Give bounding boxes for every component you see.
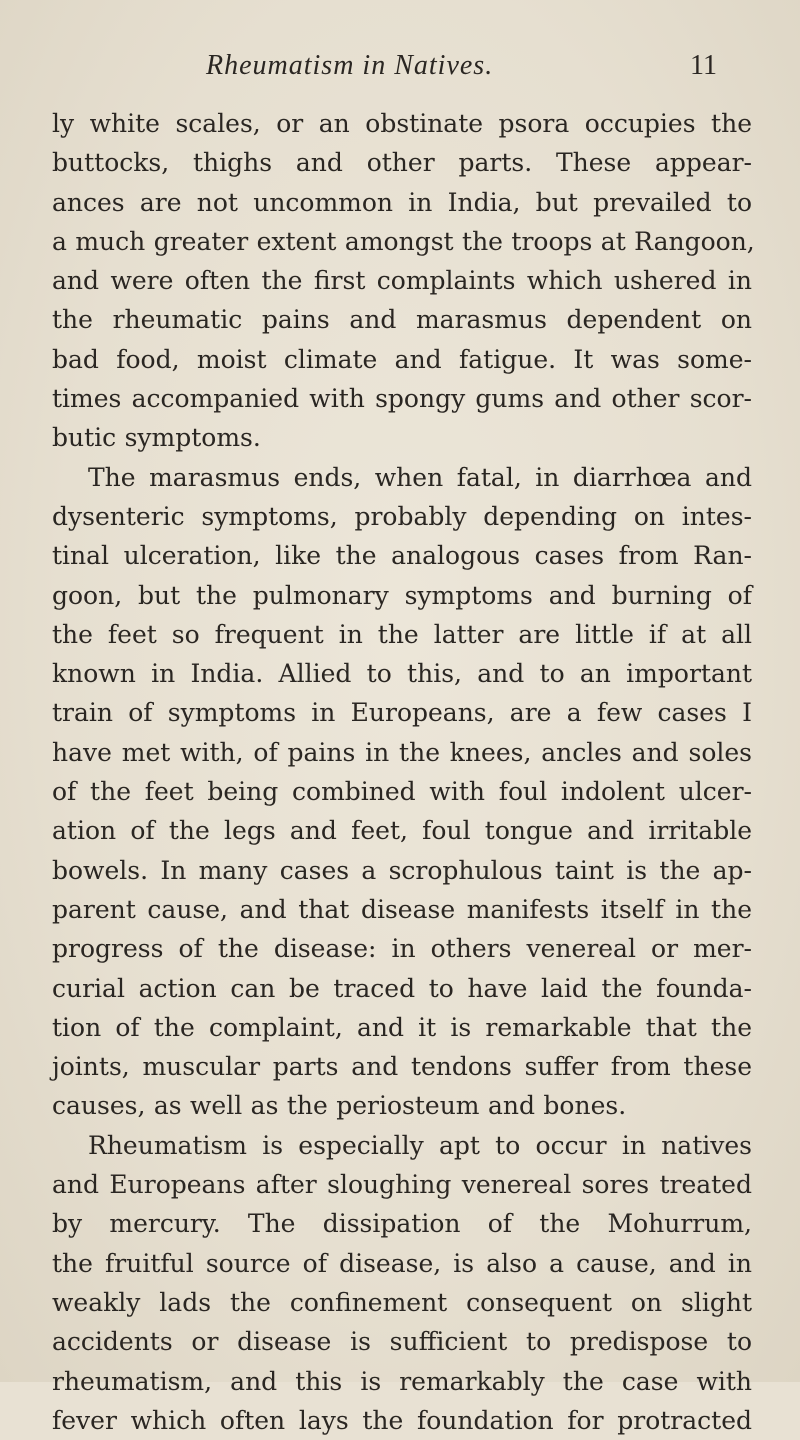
text-line: weakly lads the confinement consequent on slight (52, 1287, 752, 1317)
text-line: bowels. In many cases a scrophulous taint is the ap- (52, 855, 752, 885)
text-line: the fruitful source of disease, is also a cause, and in (52, 1248, 752, 1278)
body-text (52, 104, 755, 1440)
text-line: ly white scales, or an obstinate psora occupies the (52, 109, 752, 138)
text-line: rheumatism, and this is remarkably the case with (52, 1366, 752, 1396)
text-line: tion of the complaint, and it is remarkable that the (52, 1012, 752, 1042)
text-line: goon, but the pulmonary symptoms and burning of (52, 580, 752, 610)
text-line: fever which often lays the foundation for protracted (52, 1405, 752, 1435)
text-line: train of symptoms in Europeans, are a few cases I (52, 698, 752, 728)
running-head (0, 48, 800, 88)
text-line: The marasmus ends, when fatal, in diarrhœa and (88, 462, 752, 492)
text-line: accidents or disease is sufficient to predispose to (52, 1327, 752, 1357)
text-line: causes, as well as the periosteum and bones. (52, 1091, 627, 1121)
text-line: ation of the legs and feet, foul tongue and irritable (52, 816, 752, 846)
page-number: 11 (690, 50, 717, 81)
text-line: and were often the first complaints which ushered in (52, 266, 752, 296)
text-line: dysenteric symptoms, probably depending on intes- (52, 501, 752, 531)
text-line: the rheumatic pains and marasmus dependent on (52, 305, 752, 335)
text-line: the feet so frequent in the latter are little if at all (52, 619, 752, 649)
text-line: have met with, of pains in the knees, ancles and soles (52, 737, 752, 767)
text-line: curial action can be traced to have laid the founda- (52, 973, 752, 1003)
text-line: bad food, moist climate and fatigue. It was some- (52, 344, 752, 374)
text-line: tinal ulceration, like the analogous cases from Ran- (52, 541, 752, 571)
running-title: Rheumatism in Natives. (206, 50, 494, 81)
text-line: joints, muscular parts and tendons suffer from these (52, 1052, 752, 1082)
text-line: parent cause, and that disease manifests itself in the (52, 894, 752, 924)
text-line: progress of the disease: in others venereal or mer- (52, 934, 752, 964)
text-line: known in India. Allied to this, and to an important (52, 659, 752, 689)
text-line: by mercury. The dissipation of the Mohurrum, (52, 1209, 752, 1239)
text-line: times accompanied with spongy gums and other scor- (52, 384, 752, 414)
text-line: Rheumatism is especially apt to occur in natives (88, 1130, 752, 1160)
text-line: buttocks, thighs and other parts. These appear- (52, 148, 752, 178)
text-line: butic symptoms. (52, 423, 261, 453)
text-line: of the feet being combined with foul indolent ulcer- (52, 777, 752, 807)
text-line: a much greater extent amongst the troops at Rangoon, (52, 226, 755, 256)
text-line: and Europeans after sloughing venereal sores treated (52, 1170, 752, 1200)
text-line: ances are not uncommon in India, but prevailed to (52, 187, 752, 217)
